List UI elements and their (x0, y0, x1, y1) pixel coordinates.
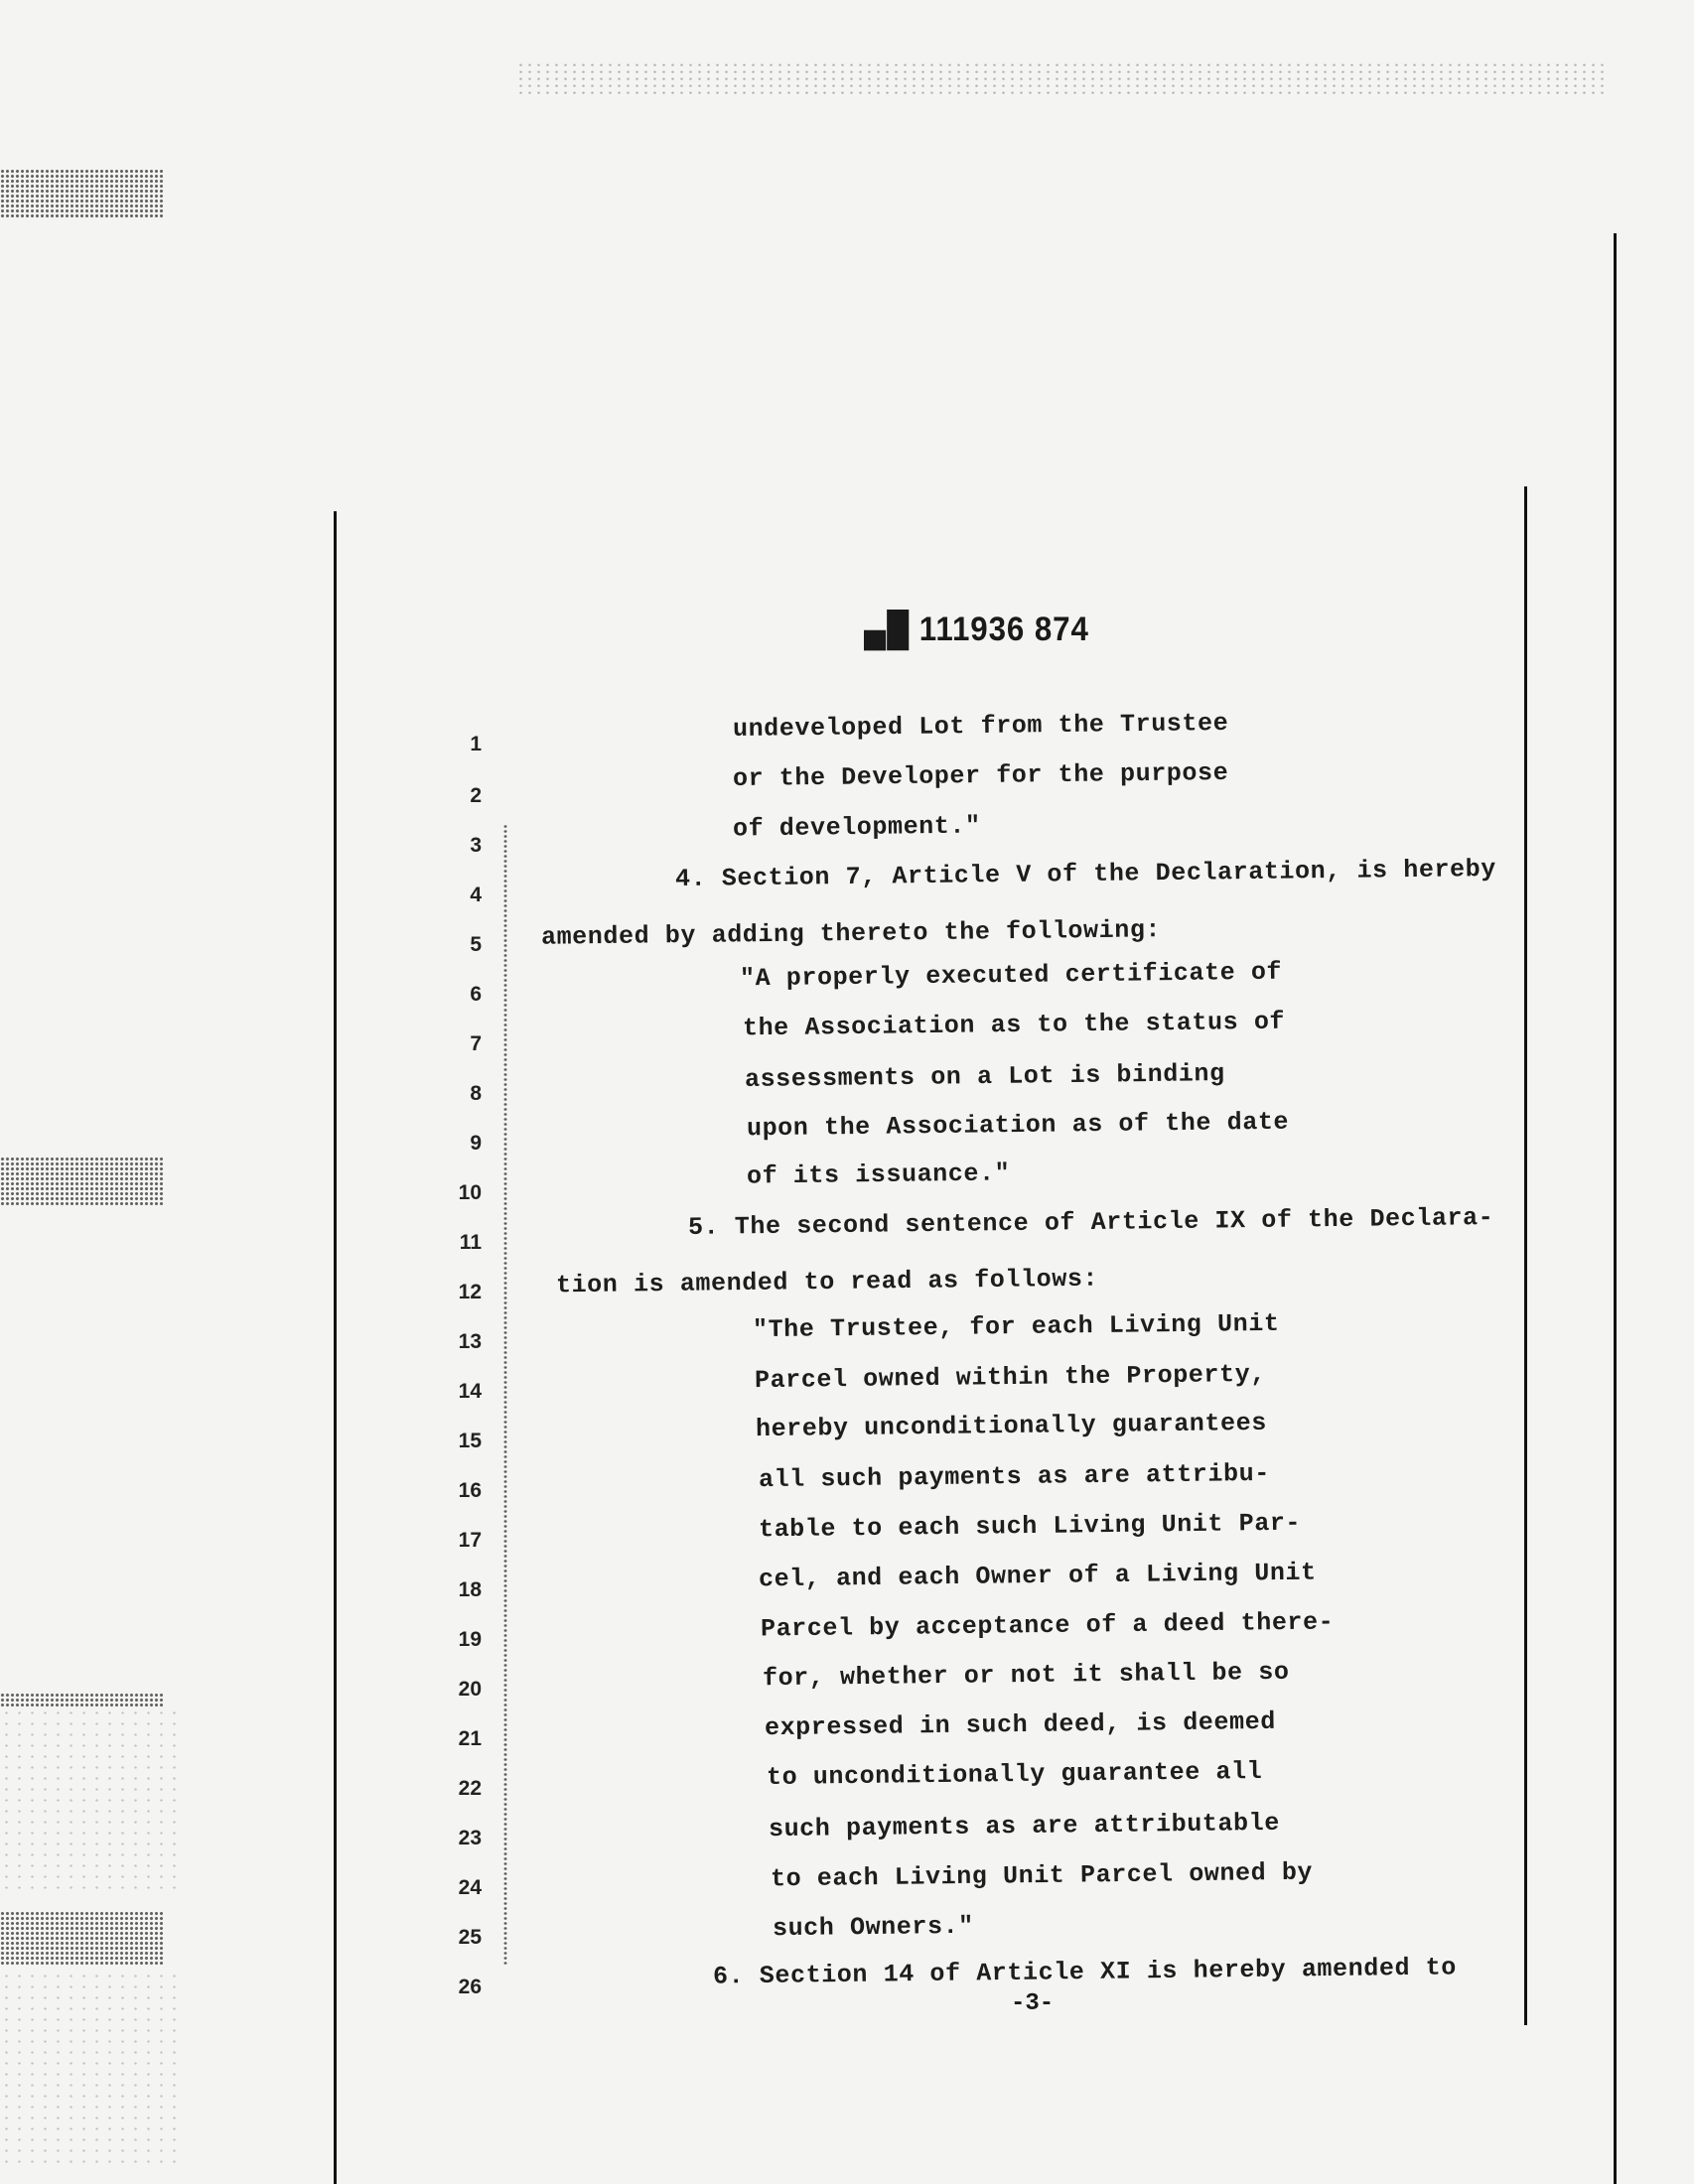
text-line: amended by adding thereto the following: (540, 915, 1162, 952)
text-line: or the Developer for the purpose (732, 757, 1229, 794)
line-number: 4 (470, 884, 482, 906)
text-line: such Owners." (772, 1911, 975, 1944)
line-number-margin-rule (502, 824, 508, 1966)
line-number: 10 (458, 1181, 482, 1204)
line-number: 6 (470, 983, 482, 1006)
text-line: undeveloped Lot from the Trustee (732, 708, 1229, 745)
right-page-rule (1524, 486, 1527, 2025)
text-line: 4. Section 7, Article V of the Declaration, is hereby (674, 854, 1497, 894)
line-number: 1 (470, 733, 482, 755)
document-header-number: ▄█ 111936 874 (864, 611, 1089, 648)
text-line: to unconditionally guarantee all (766, 1756, 1263, 1793)
line-number: 18 (458, 1578, 482, 1601)
scan-noise-margin (0, 1707, 179, 1896)
line-number: 2 (470, 784, 482, 807)
text-line: "The Trustee, for each Living Unit (752, 1308, 1280, 1345)
line-number: 16 (458, 1479, 482, 1502)
line-number: 19 (458, 1628, 482, 1651)
scan-noise-top (516, 62, 1609, 95)
line-number: 21 (458, 1727, 482, 1750)
line-number: 25 (458, 1926, 482, 1949)
text-line: tion is amended to read as follows: (555, 1264, 1099, 1300)
text-line: of its issuance." (746, 1159, 1011, 1191)
line-number: 26 (458, 1976, 482, 1998)
text-line: Parcel by acceptance of a deed there- (760, 1607, 1335, 1644)
scan-halftone-artifact (0, 1693, 164, 1706)
text-line: hereby unconditionally guarantees (755, 1408, 1268, 1444)
line-number: 15 (458, 1430, 482, 1452)
line-number: 24 (458, 1876, 482, 1899)
text-line: such payments as are attributable (768, 1808, 1281, 1844)
line-number: 7 (470, 1032, 482, 1055)
text-line: for, whether or not it shall be so (762, 1657, 1290, 1694)
line-number: 8 (470, 1082, 482, 1105)
text-line: 6. Section 14 of Article XI is hereby amended to (712, 1953, 1458, 1991)
text-line: table to each such Living Unit Par- (758, 1508, 1302, 1545)
text-line: assessments on a Lot is binding (744, 1059, 1225, 1094)
left-page-rule (334, 511, 337, 2184)
right-edge-rule (1614, 233, 1617, 2184)
line-number: 17 (458, 1529, 482, 1552)
line-number: 13 (458, 1330, 482, 1353)
text-line: expressed in such deed, is deemed (764, 1706, 1277, 1743)
page-number: -3- (1011, 1990, 1055, 2017)
text-line: cel, and each Owner of a Living Unit (758, 1558, 1317, 1594)
line-number: 23 (458, 1827, 482, 1849)
line-number: 12 (458, 1281, 482, 1303)
text-line: all such payments as are attribu- (758, 1458, 1271, 1495)
line-number: 11 (459, 1231, 482, 1254)
line-number: 20 (458, 1678, 482, 1701)
text-line: of development." (732, 811, 981, 844)
text-line: the Association as to the status of (742, 1007, 1286, 1043)
line-number: 22 (458, 1777, 482, 1800)
line-number: 14 (458, 1380, 482, 1403)
text-line: to each Living Unit Parcel owned by (770, 1857, 1314, 1894)
line-number: 3 (470, 834, 482, 857)
line-number: 5 (470, 933, 482, 956)
text-line: "A properly executed certificate of (739, 957, 1283, 994)
line-number: 9 (470, 1132, 482, 1155)
scan-halftone-artifact (0, 1157, 164, 1206)
scan-noise-margin (0, 1971, 179, 2169)
scan-halftone-artifact (0, 1911, 164, 1966)
text-line: upon the Association as of the date (746, 1107, 1290, 1144)
text-line: Parcel owned within the Property, (754, 1359, 1267, 1396)
scan-halftone-artifact (0, 169, 164, 218)
text-line: 5. The second sentence of Article IX of the Declara- (687, 1203, 1494, 1242)
